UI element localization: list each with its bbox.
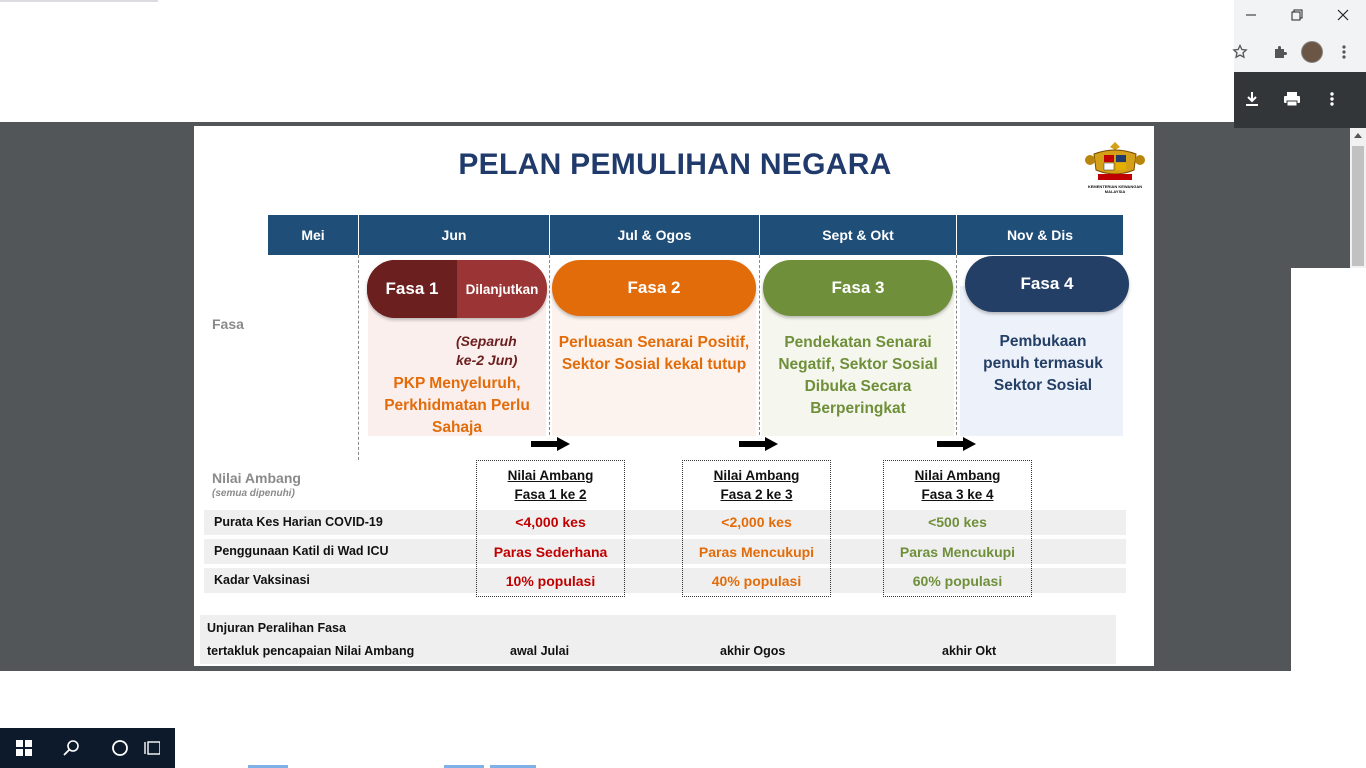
- footer-line1: Unjuran Peralihan Fasa: [207, 621, 346, 635]
- divider: [549, 255, 550, 435]
- phase1-label: Fasa 1: [367, 260, 457, 318]
- threshold-box-3-4: [883, 460, 1032, 597]
- profile-button[interactable]: [1300, 40, 1324, 64]
- browser-controls-area: [1234, 0, 1366, 72]
- threshold-value: <4,000 kes: [515, 514, 586, 530]
- row-label-icu-beds: Penggunaan Katil di Wad ICU: [214, 544, 389, 558]
- footer-date-1: awal Julai: [510, 644, 570, 658]
- circle-icon: [111, 739, 129, 757]
- right-blank-area: [1291, 268, 1366, 671]
- start-button[interactable]: [0, 728, 48, 768]
- month-header-jul-ogos: Jul & Ogos: [550, 215, 759, 255]
- close-icon: [1337, 9, 1349, 21]
- threshold-value: 10% populasi: [505, 573, 596, 589]
- ministry-logo: [1084, 138, 1146, 194]
- threshold-box-1-2: [476, 460, 625, 597]
- divider: [956, 255, 957, 435]
- threshold-box-title: Nilai Ambang Fasa 1 ke 2: [507, 468, 594, 502]
- threshold-value: Paras Sederhana: [493, 544, 608, 560]
- row-label-daily-cases: Purata Kes Harian COVID-19: [214, 515, 383, 529]
- phase4-description: Pembukaan penuh termasuk Sektor Sosial: [983, 333, 1103, 394]
- bookmark-star-button[interactable]: [1228, 40, 1252, 64]
- footer-date-3: akhir Okt: [942, 644, 997, 658]
- threshold-value: 40% populasi: [711, 573, 802, 589]
- more-icon: [1330, 91, 1334, 107]
- kebab-menu-icon: [1342, 44, 1346, 60]
- threshold-value: 60% populasi: [912, 573, 1003, 589]
- threshold-value: <500 kes: [928, 514, 987, 530]
- month-header-jun: Jun: [359, 215, 549, 255]
- minimize-icon: [1245, 9, 1257, 21]
- fasa-label: Fasa: [212, 316, 244, 332]
- cortana-button[interactable]: [96, 728, 144, 768]
- phase1-note: (Separuh ke-2 Jun): [456, 333, 518, 368]
- arrow-right-icon: [531, 437, 571, 451]
- logo-text: KEMENTERIAN KEWANGAN MALAYSIA: [1087, 184, 1143, 194]
- star-icon: [1232, 44, 1248, 60]
- threshold-label: Nilai Ambang: [212, 470, 301, 486]
- tab-strip-edge: [0, 0, 158, 2]
- divider: [759, 255, 760, 435]
- extensions-button[interactable]: [1268, 40, 1292, 64]
- threshold-sublabel: (semua dipenuhi): [212, 488, 295, 499]
- close-window-button[interactable]: [1320, 0, 1366, 30]
- pdf-more-button[interactable]: [1320, 87, 1344, 111]
- arrow-right-icon: [937, 437, 977, 451]
- phase1-pill: [367, 260, 547, 318]
- download-icon: [1244, 91, 1260, 107]
- footer-date-2: akhir Ogos: [720, 644, 786, 658]
- browser-top-area: [0, 0, 1234, 122]
- download-button[interactable]: [1240, 87, 1264, 111]
- row-label-vaccination: Kadar Vaksinasi: [214, 573, 310, 587]
- month-header-mei: Mei: [268, 215, 358, 255]
- footer-line2: tertakluk pencapaian Nilai Ambang: [207, 644, 415, 658]
- search-icon: [63, 739, 81, 757]
- task-view-button[interactable]: [144, 728, 175, 768]
- pdf-toolbar: [1234, 72, 1366, 128]
- divider: [358, 255, 359, 460]
- phase1-description: PKP Menyeluruh, Perkhidmatan Perlu Sahaja: [384, 375, 530, 436]
- search-button[interactable]: [48, 728, 96, 768]
- pdf-page: [194, 126, 1154, 666]
- threshold-value: <2,000 kes: [721, 514, 792, 530]
- windows-icon: [16, 740, 32, 756]
- print-icon: [1283, 91, 1301, 107]
- threshold-box-title: Nilai Ambang Fasa 3 ke 4: [914, 468, 1001, 502]
- threshold-value: Paras Mencukupi: [698, 544, 815, 560]
- browser-menu-button[interactable]: [1332, 40, 1356, 64]
- phase4-pill: Fasa 4: [965, 256, 1129, 312]
- restore-button[interactable]: [1274, 0, 1320, 30]
- threshold-box-2-3: [682, 460, 831, 597]
- threshold-value: Paras Mencukupi: [899, 544, 1016, 560]
- month-header-sept-okt: Sept & Okt: [760, 215, 956, 255]
- month-header-nov-dis: Nov & Dis: [957, 215, 1123, 255]
- threshold-box-title: Nilai Ambang Fasa 2 ke 3: [713, 468, 800, 502]
- page-title: PELAN PEMULIHAN NEGARA: [458, 148, 892, 181]
- minimize-button[interactable]: [1228, 0, 1274, 30]
- taskbar: [0, 728, 175, 768]
- phase3-description: Pendekatan Senarai Negatif, Sektor Sosial Dibuka Secara Berperingkat: [778, 334, 938, 417]
- scroll-up-icon[interactable]: [1354, 132, 1362, 138]
- crest-icon: [1084, 138, 1146, 184]
- phase1-extended-label: Dilanjutkan: [465, 281, 539, 297]
- arrow-right-icon: [739, 437, 779, 451]
- restore-icon: [1291, 9, 1303, 21]
- bottom-blank-area: [0, 671, 1366, 768]
- avatar: [1301, 41, 1323, 63]
- puzzle-icon: [1272, 44, 1288, 60]
- print-button[interactable]: [1280, 87, 1304, 111]
- phase2-pill: Fasa 2: [552, 260, 756, 316]
- task-view-icon: [144, 740, 160, 756]
- phase3-pill: Fasa 3: [763, 260, 953, 316]
- scrollbar-thumb[interactable]: [1352, 146, 1364, 266]
- phase2-description: Perluasan Senarai Positif, Sektor Sosial kekal tutup: [558, 334, 750, 373]
